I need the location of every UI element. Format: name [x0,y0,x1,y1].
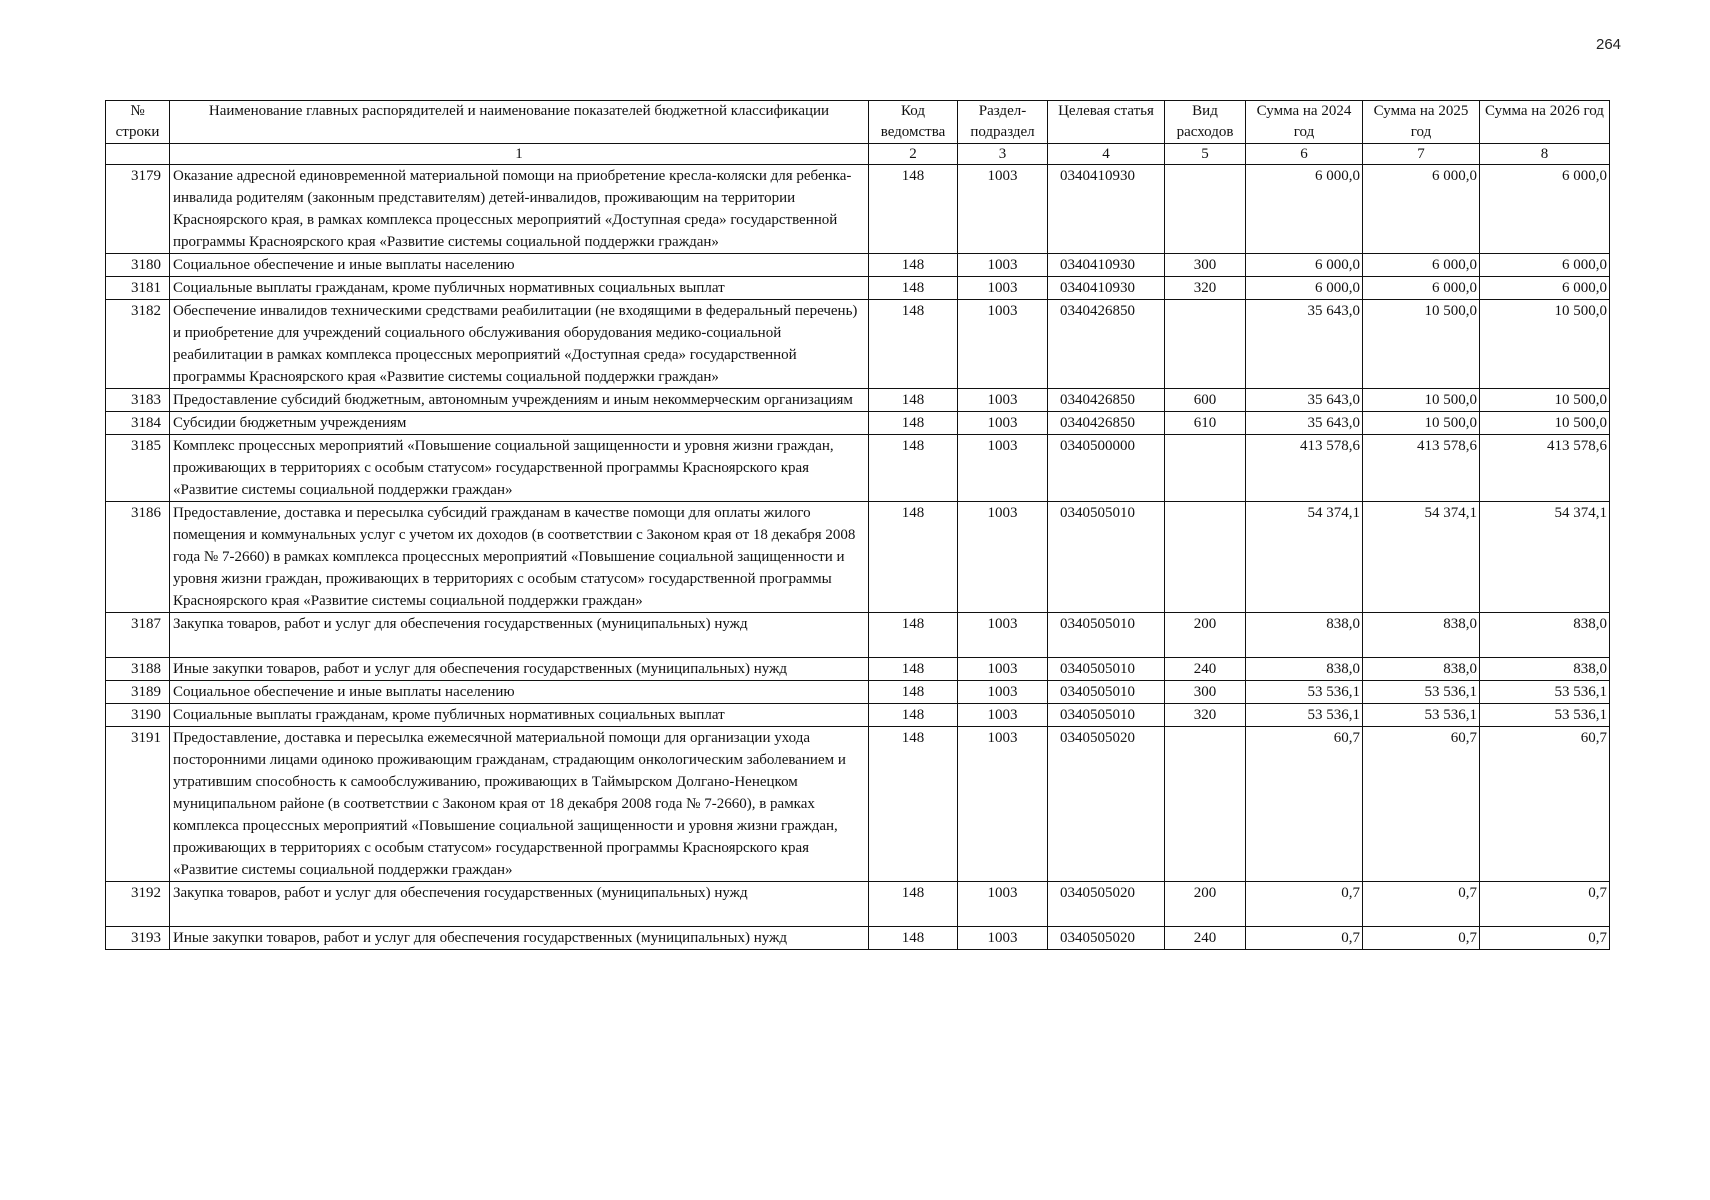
row-expense-type [1165,300,1246,389]
row-expense-type [1165,727,1246,882]
row-target: 0340505010 [1048,681,1165,704]
row-name: Предоставление, доставка и пересылка ежемесячной материальной помощи для организации ухода посторонними лицами одиноко проживающим гражданам, страдающим онкологическим заболеванием и утратившим способность к самообслуживанию, проживающих в Таймырском Долгано-Ненецком муниципальном районе (в соответствии с Законом края от 18 декабря 2008 года № 7-2660), в рамках комплекса процессных мероприятий «Повышение социальной защищенности и уровня жизни граждан, проживающих в территориях с особым статусом» государственной программы Красноярского края «Развитие системы социальной поддержки граждан» [170,727,869,882]
row-sum-2024: 6 000,0 [1246,277,1363,300]
row-sum-2024: 413 578,6 [1246,435,1363,502]
row-sum-2024: 53 536,1 [1246,681,1363,704]
row-number: 3182 [106,300,170,389]
row-sum-2026: 6 000,0 [1480,254,1610,277]
row-number: 3180 [106,254,170,277]
row-number: 3184 [106,412,170,435]
header-dept-code: Код ведомства [869,101,958,144]
column-number [106,144,170,165]
row-sum-2025: 413 578,6 [1363,435,1480,502]
row-section: 1003 [958,300,1048,389]
row-number: 3193 [106,927,170,950]
column-number: 3 [958,144,1048,165]
row-target: 0340410930 [1048,277,1165,300]
row-sum-2025: 838,0 [1363,613,1480,658]
row-sum-2026: 0,7 [1480,882,1610,927]
header-sum-2025: Сумма на 2025 год [1363,101,1480,144]
row-expense-type: 320 [1165,704,1246,727]
column-number: 8 [1480,144,1610,165]
row-target: 0340505010 [1048,502,1165,613]
row-sum-2024: 838,0 [1246,613,1363,658]
row-expense-type [1165,165,1246,254]
row-section: 1003 [958,882,1048,927]
row-section: 1003 [958,389,1048,412]
row-number: 3186 [106,502,170,613]
table-row [106,300,1610,389]
row-dept-code: 148 [869,165,958,254]
row-name: Социальное обеспечение и иные выплаты населению [170,681,869,704]
header-expense-type: Вид расходов [1165,101,1246,144]
row-sum-2024: 6 000,0 [1246,165,1363,254]
row-section: 1003 [958,704,1048,727]
row-sum-2025: 838,0 [1363,658,1480,681]
row-dept-code: 148 [869,927,958,950]
row-name: Закупка товаров, работ и услуг для обеспечения государственных (муниципальных) нужд [170,613,869,658]
row-sum-2025: 10 500,0 [1363,389,1480,412]
row-section: 1003 [958,435,1048,502]
row-sum-2025: 0,7 [1363,927,1480,950]
row-expense-type: 610 [1165,412,1246,435]
table-row [106,658,1610,681]
row-sum-2025: 10 500,0 [1363,412,1480,435]
row-target: 0340505020 [1048,882,1165,927]
row-number: 3189 [106,681,170,704]
page-number: 264 [1596,36,1622,53]
row-name: Субсидии бюджетным учреждениям [170,412,869,435]
table-row [106,435,1610,502]
row-number: 3188 [106,658,170,681]
row-sum-2026: 413 578,6 [1480,435,1610,502]
table-row [106,882,1610,927]
header-section: Раздел-подраздел [958,101,1048,144]
row-sum-2024: 35 643,0 [1246,389,1363,412]
row-sum-2026: 10 500,0 [1480,300,1610,389]
row-expense-type: 240 [1165,927,1246,950]
row-name: Оказание адресной единовременной материальной помощи на приобретение кресла-коляски для ребенка-инвалида родителям (законным представителям) детей-инвалидов, проживающим на территории Красноярского края, в рамках комплекса процессных мероприятий «Доступная среда» государственной программы Красноярского края «Развитие системы социальной поддержки граждан» [170,165,869,254]
row-dept-code: 148 [869,435,958,502]
row-sum-2025: 53 536,1 [1363,704,1480,727]
row-sum-2024: 0,7 [1246,882,1363,927]
row-target: 0340410930 [1048,165,1165,254]
row-expense-type: 600 [1165,389,1246,412]
row-sum-2024: 60,7 [1246,727,1363,882]
column-number: 2 [869,144,958,165]
row-dept-code: 148 [869,704,958,727]
row-name: Иные закупки товаров, работ и услуг для обеспечения государственных (муниципальных) нужд [170,927,869,950]
column-number: 7 [1363,144,1480,165]
row-target: 0340505020 [1048,927,1165,950]
row-dept-code: 148 [869,502,958,613]
row-expense-type: 200 [1165,613,1246,658]
row-name: Предоставление субсидий бюджетным, автономным учреждениям и иным некоммерческим организациям [170,389,869,412]
row-sum-2026: 10 500,0 [1480,389,1610,412]
row-dept-code: 148 [869,277,958,300]
row-name: Социальные выплаты гражданам, кроме публичных нормативных социальных выплат [170,277,869,300]
row-sum-2024: 53 536,1 [1246,704,1363,727]
row-expense-type [1165,435,1246,502]
row-name: Закупка товаров, работ и услуг для обеспечения государственных (муниципальных) нужд [170,882,869,927]
row-dept-code: 148 [869,300,958,389]
row-name: Социальное обеспечение и иные выплаты населению [170,254,869,277]
row-number: 3191 [106,727,170,882]
row-section: 1003 [958,658,1048,681]
column-number: 1 [170,144,869,165]
row-number: 3192 [106,882,170,927]
row-sum-2024: 6 000,0 [1246,254,1363,277]
row-expense-type: 300 [1165,681,1246,704]
row-dept-code: 148 [869,882,958,927]
row-expense-type: 240 [1165,658,1246,681]
row-section: 1003 [958,502,1048,613]
header-sum-2026: Сумма на 2026 год [1480,101,1610,144]
row-target: 0340426850 [1048,389,1165,412]
row-section: 1003 [958,727,1048,882]
header-target: Целевая статья [1048,101,1165,144]
row-section: 1003 [958,613,1048,658]
column-number-row [106,144,1610,165]
row-section: 1003 [958,277,1048,300]
row-dept-code: 148 [869,412,958,435]
row-name: Предоставление, доставка и пересылка субсидий гражданам в качестве помощи для оплаты жилого помещения и коммунальных услуг с учетом их доходов (в соответствии с Законом края от 18 декабря 2008 года № 7-2660) в рамках комплекса процессных мероприятий «Повышение социальной защищенности и уровня жизни граждан, проживающих в территориях с особым статусом» государственной программы Красноярского края «Развитие системы социальной поддержки граждан» [170,502,869,613]
row-sum-2026: 53 536,1 [1480,681,1610,704]
row-sum-2024: 35 643,0 [1246,300,1363,389]
table-row [106,277,1610,300]
row-dept-code: 148 [869,681,958,704]
row-section: 1003 [958,254,1048,277]
row-sum-2024: 0,7 [1246,927,1363,950]
table-row [106,704,1610,727]
row-sum-2026: 838,0 [1480,613,1610,658]
row-sum-2024: 35 643,0 [1246,412,1363,435]
row-expense-type [1165,502,1246,613]
row-number: 3179 [106,165,170,254]
row-target: 0340505010 [1048,704,1165,727]
row-section: 1003 [958,165,1048,254]
row-expense-type: 200 [1165,882,1246,927]
column-number: 4 [1048,144,1165,165]
table-row [106,412,1610,435]
row-sum-2024: 838,0 [1246,658,1363,681]
row-sum-2025: 6 000,0 [1363,254,1480,277]
row-number: 3181 [106,277,170,300]
row-dept-code: 148 [869,658,958,681]
row-sum-2026: 60,7 [1480,727,1610,882]
row-dept-code: 148 [869,613,958,658]
row-sum-2025: 60,7 [1363,727,1480,882]
row-name: Комплекс процессных мероприятий «Повышение социальной защищенности и уровня жизни граждан, проживающих в территориях с особым статусом» государственной программы Красноярского края «Развитие системы социальной поддержки граждан» [170,435,869,502]
row-sum-2024: 54 374,1 [1246,502,1363,613]
row-sum-2025: 0,7 [1363,882,1480,927]
row-name: Иные закупки товаров, работ и услуг для обеспечения государственных (муниципальных) нужд [170,658,869,681]
row-name: Обеспечение инвалидов техническими средствами реабилитации (не входящими в федеральный перечень) и приобретение для учреждений социального обслуживания оборудования медико-социальной реабилитации в рамках комплекса процессных мероприятий «Доступная среда» государственной программы Красноярского края «Развитие системы социальной поддержки граждан» [170,300,869,389]
header-sum-2024: Сумма на 2024 год [1246,101,1363,144]
row-number: 3183 [106,389,170,412]
row-dept-code: 148 [869,254,958,277]
table-row [106,681,1610,704]
table-row [106,502,1610,613]
row-sum-2025: 54 374,1 [1363,502,1480,613]
row-sum-2026: 0,7 [1480,927,1610,950]
row-target: 0340500000 [1048,435,1165,502]
row-sum-2025: 6 000,0 [1363,165,1480,254]
row-section: 1003 [958,927,1048,950]
table-row [106,254,1610,277]
row-target: 0340505010 [1048,613,1165,658]
row-sum-2026: 838,0 [1480,658,1610,681]
row-sum-2025: 6 000,0 [1363,277,1480,300]
row-expense-type: 320 [1165,277,1246,300]
table-body [106,165,1610,950]
row-target: 0340505010 [1048,658,1165,681]
table-row [106,927,1610,950]
row-sum-2026: 54 374,1 [1480,502,1610,613]
row-target: 0340410930 [1048,254,1165,277]
row-sum-2025: 53 536,1 [1363,681,1480,704]
row-name: Социальные выплаты гражданам, кроме публичных нормативных социальных выплат [170,704,869,727]
row-expense-type: 300 [1165,254,1246,277]
row-target: 0340426850 [1048,412,1165,435]
row-sum-2026: 10 500,0 [1480,412,1610,435]
table-row [106,727,1610,882]
row-sum-2026: 6 000,0 [1480,277,1610,300]
row-target: 0340426850 [1048,300,1165,389]
row-number: 3187 [106,613,170,658]
row-sum-2025: 10 500,0 [1363,300,1480,389]
table-row [106,389,1610,412]
row-dept-code: 148 [869,389,958,412]
table-row [106,165,1610,254]
header-row [106,101,1610,144]
row-number: 3185 [106,435,170,502]
row-number: 3190 [106,704,170,727]
row-sum-2026: 6 000,0 [1480,165,1610,254]
row-section: 1003 [958,681,1048,704]
header-row-no: № строки [106,101,170,144]
row-dept-code: 148 [869,727,958,882]
table-row [106,613,1610,658]
row-section: 1003 [958,412,1048,435]
header-name: Наименование главных распорядителей и наименование показателей бюджетной классификации [170,101,869,144]
row-sum-2026: 53 536,1 [1480,704,1610,727]
column-number: 6 [1246,144,1363,165]
column-number: 5 [1165,144,1246,165]
budget-table [105,100,1610,950]
row-target: 0340505020 [1048,727,1165,882]
